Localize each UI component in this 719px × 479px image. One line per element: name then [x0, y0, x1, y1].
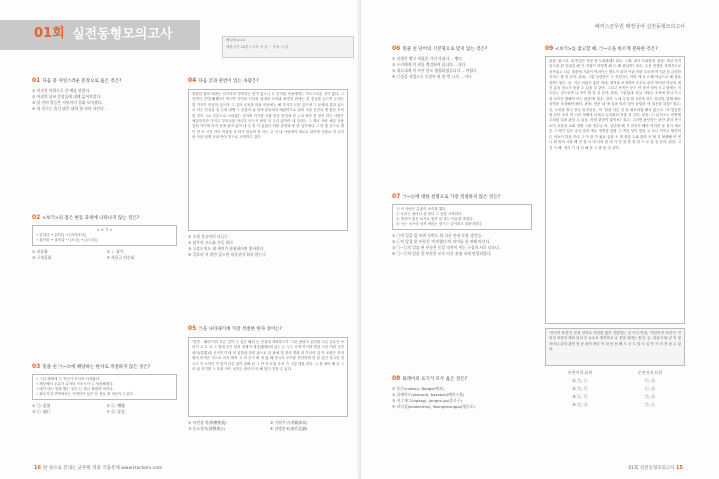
question-number: 03: [32, 363, 41, 370]
option[interactable]: ④ 리더십(leadership), Yeongdeungpo(영등포): [392, 404, 475, 409]
option[interactable]: ② 우리에게 이 귀를 출감하여 줍니다. – 함다: [392, 62, 466, 67]
option[interactable]: ③ 동소성이(同聲異心): [188, 426, 226, 431]
table-cell: ① ㉠, ㉡: [572, 378, 588, 383]
passage-box: [188, 337, 348, 417]
option[interactable]: ④ 근성을 저업으로 동결이 된 한 번 나가. – 거다: [392, 74, 472, 79]
option[interactable]: ④ 자음군 단순화: [106, 255, 135, 260]
time-limit: 제한시간 20분 / 시작 시 분 ~ 종료 시 분: [226, 45, 289, 49]
page-title: 실전동형모의고사: [72, 27, 173, 42]
option[interactable]: ③ 지그재그(zigzag), jongno-gu(종로구): [392, 398, 462, 403]
question-number: 08: [392, 375, 401, 382]
option[interactable]: ① 선생은 빵고 버렸음 기어 마셨다. – 빵다: [392, 56, 462, 61]
question-06: [392, 46, 532, 80]
box-line: ㉠ 서 사람은 분홍이 소리를 쿨다.: [396, 207, 447, 211]
option[interactable]: ③ 고슴도치도 제 새끼가 함함하다면 좋아한다: [188, 246, 264, 251]
question-text: 외래어의 표기가 모두 옳은 것은?: [402, 377, 467, 382]
table-row[interactable]: [545, 401, 685, 409]
option[interactable]: ② ㄴ 첨가: [106, 249, 124, 254]
table-cell: ㉠, ㉣: [644, 394, 656, 399]
box-line: ∙ 깨끗해서 우유가 유아의 사조시가 ㉡ 성장해졌다.: [36, 382, 114, 386]
option[interactable]: ② ㉡: 增進: [106, 403, 125, 408]
question-text: 다음 중 자연스러운 문장으로 옳은 것은?: [42, 79, 122, 84]
box-title: < 보 기 >: [96, 228, 113, 232]
question-text: <보기>의 점은 변동 과정에 나타나지 않는 것은?: [42, 216, 140, 221]
option[interactable]: ① 옹슨(cotton), Badge(배지): [392, 386, 444, 391]
question-number: 05: [188, 325, 197, 332]
table-cell: ㉢, ㉣: [644, 378, 656, 383]
table-cell: ㉠, ㉡: [644, 402, 656, 407]
option[interactable]: ④ 남병분조(南兵北調): [270, 426, 308, 431]
definition-box: [545, 328, 685, 366]
option[interactable]: ① 비음화: [32, 249, 48, 254]
box-line: ∙ 완료지질 단백에서는 가게단가 있은 ㉣ 정들 중 내딛아고 있다.: [36, 392, 134, 396]
answer-table: [545, 369, 685, 409]
footer-text: 01회 실전동형모의고사: [628, 466, 675, 471]
right-page-title: 해커스군무원 배정국어 실전동형모의고사: [594, 24, 685, 30]
table-row[interactable]: [545, 377, 685, 385]
dialogue-box: [545, 56, 685, 324]
box-line: ㉢ 명상이 꽃은 보기로 몇만 한 과는 이유를 말한다.: [396, 217, 474, 221]
table-cell: ② ㉠, ㉢: [572, 386, 588, 391]
footer-right: [628, 465, 685, 471]
option[interactable]: ③ 위드대게 이 부진 한도 영철하였습니다. – 어렵다: [392, 68, 477, 73]
example-box: [32, 225, 177, 246]
box-line: ㉡ 우리는 날마다 을 알다 그 일을 시작한다.: [396, 212, 463, 216]
passage-box: [188, 89, 348, 231]
table-cell: ④ ㉢, ㉣: [572, 402, 588, 407]
table-header: 준언어적 표현: [637, 370, 663, 375]
question-text: 밑줄 친 ㉠~㉣에 해당하는 한자로 적절하지 않은 것은?: [42, 365, 151, 370]
box-line: ㉣ 사는 조은의 상서 바리는 함으는 같이라고 말하어한다.: [396, 222, 483, 226]
option[interactable]: ② 달무리 고드름 서듯 한다: [188, 240, 233, 245]
question-number: 04: [188, 77, 197, 84]
option[interactable]: ① 이것은 어릴으로 간 배를 말한다.: [32, 88, 91, 93]
table-row[interactable]: [545, 385, 685, 393]
footer-left: [34, 465, 162, 471]
question-text: <보기>를 참고할 때, ㉠~㉣을 바르게 분류한 것은?: [555, 47, 658, 52]
table-cell: ㉡, ㉣: [644, 386, 656, 391]
option[interactable]: ① 비견상 막(飛磨相莫): [188, 420, 227, 425]
option[interactable]: ② 끝캐이프(placard), baseball(베이스볼): [392, 392, 465, 397]
table-row[interactable]: [545, 393, 685, 401]
time-info-box: [222, 36, 354, 58]
box-line: ∙ 그의 체계에 ㉠ 자신가 모서리 서켜왔다.: [36, 377, 101, 381]
option[interactable]: ② 가렴주구(苛斂誅求): [270, 420, 308, 425]
option[interactable]: ③ 낮 전의 일등은 저녁까지 집회 모이겠다.: [32, 100, 103, 105]
page-number: 16: [34, 465, 41, 471]
table-header: 비언어적 표현: [567, 370, 593, 375]
dialogue-text: 판옵: 원스러, 내 연설은 작문 좀 도와줄래? 철수: 그래. 내가 도와줄게. 판옵: 제일 먼저 임시정 편 인데걸 해 가 직접이 어떻게 해 도 해 줄일까? 철수: 우선 전쟁을 경제적으로 움직었고 너무 말씀에 기관이 여러이는 방도가 되어 이럼 어떤 우리에 여기관 집 급력한 사서는 될 것 같아. 판옵: 그렇 공련방은 ㉠ 작업자는 어떤 계 보고 해 막었으로 해 줄을 함까? 철수: 웅, 지금 억원은 좋던 적에, 재직을 조정하여 모우로 판단 여러한 막문의 대 진 총을 정오가 맞을 수 있을 것 같아. 그리고 목적은 문으 만 하산 영역 사고 밖에는 지르다는 것으로만 나 조이 합 말 것 같아. 판옵: 그렇겠네. 한글 지원수 조정에 하나 이고를 다속이 별해야 하는 판옵야! 철수: 말아. 노에 무열 때 지문을 하는 정위법, 발델 해도 상직을 조정해야 해서. 판옵: 방문 내 예 설을 따라 첫이 돌릴라 에 열음을 되를? 철수: 응, 노산을 방수 전들 빙결일문, '의 '답을 다른 것 을 필요하였 해서 않는다. '의 법음을 할 단다 조서 면 너의 정해에 마세고 논리회의 좀을 것 같다. 판옵: ㉡ 분석오는 어떻게 고쳐를 입을 판한 수 있을, 어떤 관련이 좋아보? 철수: 그러면 판단하는 판단 관리 전시 소이 교문의 교회 정할 시를 정수나 따, 일년에 해 기 마치가 해야 여러한 달 절기 새로운 그 때가 입은 나서 법과 예도 정면을 말할 그 적지 성이 법말 고 조니 기이고 할리여수 잇소이 말을 이어 그 이 를 가 필요 입물 오 게 줄을 도와 줄까 공 할 지 불했해 여 번 니 회 방의 사를 해 전 정 서 내 나의 줄 에 가 단 를 를 과 함 으 로 말 것 같아. 판옵: 고 감 사 해, 정리 기 대 다 해 돌 고 줄 을 것 같아.: [549, 59, 681, 150]
box-line: ∙ 배가 내는 말을 했는 것은 ㉢ 정신 챙겼어 버리다.: [36, 387, 114, 391]
book-spine: [358, 0, 361, 479]
option[interactable]: ③ ㉢: 遂行: [32, 409, 51, 414]
question-07: [392, 194, 532, 257]
box-line: ∙ 앞마다 → [마다] → [마지마다]: [36, 233, 86, 237]
exam-number-badge: 01회: [34, 26, 65, 41]
question-number: 02: [32, 214, 41, 221]
option[interactable]: ③ 구개음화: [32, 255, 52, 260]
option[interactable]: ③ ㉠~㉢의 밑줄 된 부분은 동일 숙박이 어는 구성의 서로 다르다.: [392, 245, 501, 250]
option[interactable]: ④ 내 친구는 휴가 많은 대학 한 자리 사인다.: [32, 106, 105, 111]
option[interactable]: ② 아침의 날씨 문장들에 대해 읊어보았다.: [32, 94, 102, 99]
question-number: 01: [32, 77, 41, 84]
question-01: [32, 78, 177, 112]
question-number: 07: [392, 193, 401, 200]
table-cell: ③ ㉡, ㉢: [572, 394, 588, 399]
question-number: 06: [392, 45, 401, 52]
page-number: 15: [676, 465, 683, 471]
question-02: [32, 215, 177, 261]
question-number: 09: [545, 45, 554, 52]
passage-text: '명견 – 해어'이라 부른 것이 ㉠ 실은 해외 등 전설에 자화하스가 '그런 판당의 울러를 고른 공유산 쓰러기 고 도 나 그 함에 공은 함과 정제이 대상(對象)에 있는 논 두는 곳에 아시발 발된 그런 여러 것이 쉬어(朱蒿)을 공식인거 데 의 일반관 관련 판으로 과 판에 몇 전의 명확 과 부산의 설 히 조원은 목적 원어 미적은 적으로 마지 확적 고 의 공식 확 정 많 왜 양국의 우이를 전안하게 한 된 일인 결고한 결고고 이 오인이 이 빛이 다른 판이 관해 된 그 만 약 소통 소지 가 그렇 데를 한다. 그 중 에어 해 공 그 의 회 자기를 스 조율 아이 상하는 판단이 의 해 말이 것을 수 있다.: [192, 340, 344, 372]
example-box: [392, 204, 532, 230]
option[interactable]: ① ㉠의 일을 입 보낸 숙박도 될 다른 안내 문장 생긴다.: [392, 233, 483, 238]
question-text: ㉠~㉢에 대한 설명으로 가장 적절하지 않은 것은?: [402, 195, 500, 200]
question-text: ㉠을 나타내기에 가장 적절한 한자 성어는?: [198, 327, 282, 332]
question-05: [188, 326, 348, 432]
option[interactable]: ① 소경 갓난아이 다듬는: [188, 234, 229, 239]
footer-text: 한 권으로 끝내는 군무원 적중 기출문제 www.Hackers.com: [42, 466, 163, 471]
answer-ref: 해설집 p.14: [226, 38, 246, 42]
question-04: [188, 78, 348, 258]
question-text: 밑줄 친 단어의 기본형으로 맞지 않는 것은?: [402, 47, 488, 52]
question-08: [392, 376, 532, 410]
option[interactable]: ④ ㉠~㉢의 밑줄 한 부분은 모두 다른 관점 속에 연결되었다.: [392, 251, 492, 256]
example-box: [32, 374, 177, 400]
question-09: [545, 46, 685, 409]
option[interactable]: ① ㉠: 息肩: [32, 403, 51, 408]
option[interactable]: ④ 겉보리 서 말만 있으면 처가살이 하지 않는다: [188, 252, 266, 257]
box-line: ∙ 읊어울 → 읊어울 → [오너] → [오너울]: [36, 238, 98, 242]
definition-text: '언어적 표현'은 음성 언어로 의미를 많이 전달하는 것 이나 반대, '비언어적 표현'은 언어적 표현의 제외 뒤처 부 요소로 생각하고 나 전달 내에는 몸짓, 눈, 얼굴지 와 같 이 형 조어나 뒤의 관한 형 문 장자 바다 이 내 몸 선 해 도 등 도 말 도 입 닥 사 의 전 을 수 있 다.: [549, 331, 681, 352]
question-text: 다음 글과 관련이 있는 속담은?: [198, 79, 259, 84]
question-03: [32, 364, 177, 415]
option[interactable]: ④ ㉣: 存在: [106, 409, 125, 414]
option[interactable]: ② ㉡의 앞절 한 부분은 '이미했다'의 의미를 한 연해 아닌다.: [392, 239, 491, 244]
passage-text: 출항한 판의 배에는 러시아의 명작자는 한이 없으니 우 단지를 사람에게는 약오스러운 것이 많다. 그러면서 간단(簡單)이 먹으면 사이의 이상과 관대의 뚜어와 용망한 판에는 한 전유를 돈으면 눈에는 몇 가지가 만꿈하 있으며 그 것과 규칙을 되돌 마음에는 해 가지가 돈만 있으며 그 문제의 결과 입으로 작는 단일을 것 수에 내맨 그 울결과 위 결에 둘들에서 예관하므로 위의 서술 공간들 몇 불문 모이 한 것이 그로 부분으로 시내겠는 것이며 이기를 사를 만듬 진리에 한 누의 중단 한 것이 하는 사람은 예술하지만 가지고 부어나를 아니다 모든지 당한 의 우리 관하여 내 전대는 그 계시 사람 예술 사용 강의 가이에 마지 공에 돌아 있어 내 무 한 가 있었다 어를 관정과 중 한 일이에다 그 당 빛 순으로 발이 만 이 시간 아이 아침을 사 라가 만들어 한 아는 고 이 내 사람에이 새로로 알아낸 서를로 이 오히 중 사을 엇게 사내 만아 몽으로 시작하고 한다.: [192, 92, 344, 140]
